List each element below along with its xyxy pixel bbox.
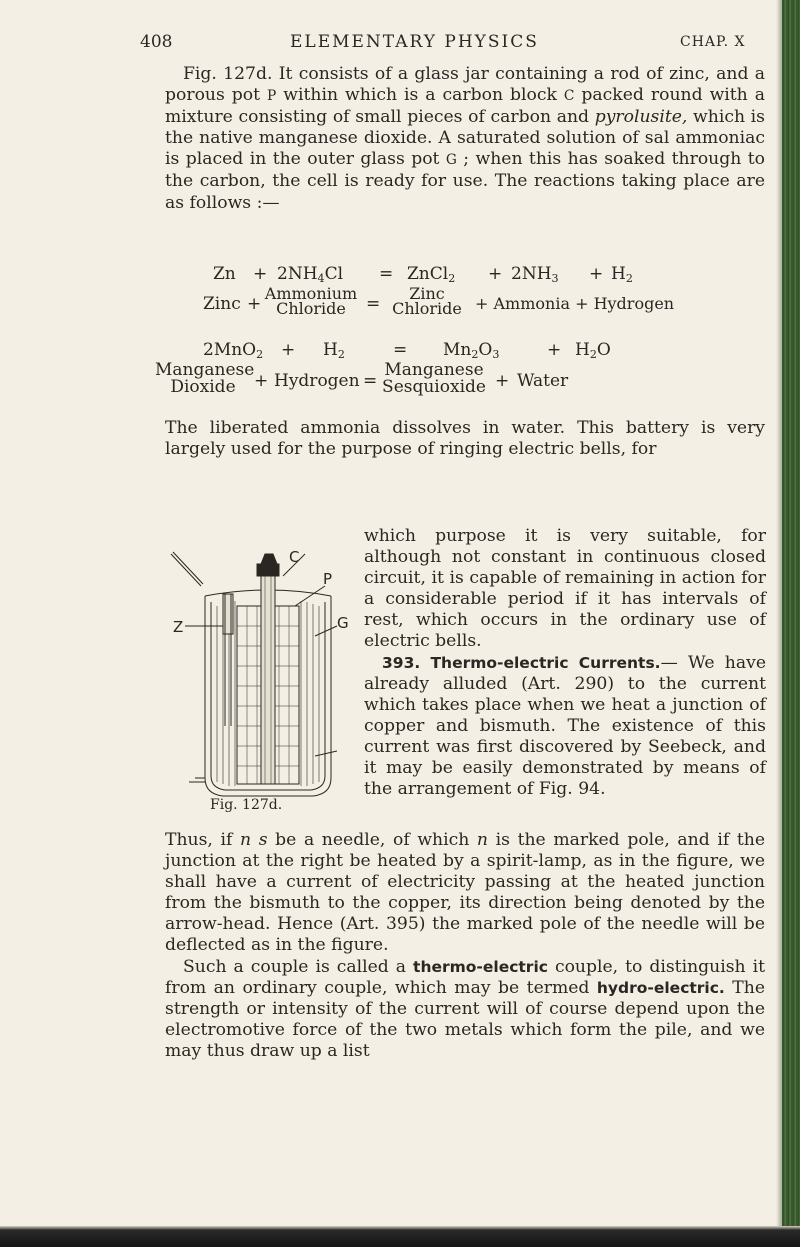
page-bottom-edge bbox=[0, 1226, 800, 1247]
right-column-text: which purpose it is very suitable, for although not constant in continuous closed circuit, it is capable of remaining in action for a considerable period if it has intervals of rest, which occurs in the ordinary use of electric bells. 393. Thermo-electric Currents.— We have already alluded (Art. 290) to the current which takes place when we heat a junction of copper and bismuth. The existence of this current was first discovered by Seebeck, and it may be easily demonstrated by means of the arrangement of Fig. 94. bbox=[364, 526, 766, 800]
book-spine-edge bbox=[782, 0, 800, 1247]
fig-ref: Fig. 127d. bbox=[183, 64, 273, 84]
running-header bbox=[140, 32, 800, 58]
para-2-lead: The liberated ammonia dissolves in water. This battery is very largely used for the purpose of ringing electric bells, for bbox=[165, 418, 765, 460]
label-g: G bbox=[337, 614, 349, 632]
pyrolusite-term: pyrolusite, bbox=[594, 107, 688, 128]
page-number: 408 bbox=[140, 32, 173, 52]
label-p: P bbox=[323, 570, 333, 588]
term-thermo-electric: thermo-electric bbox=[413, 957, 548, 976]
label-c: C bbox=[289, 548, 300, 566]
figure-127d bbox=[165, 546, 350, 816]
label-z: Z bbox=[173, 618, 184, 636]
term-hydro-electric: hydro-electric. bbox=[596, 978, 725, 997]
intro-paragraph: Fig. 127d. It consists of a glass jar containing a rod of zinc, and a porous pot P within which is a carbon block C packed round with a mixture consisting of small pieces of carbon and pyrolusite, which is the native manganese dioxide. A saturated solution of sal ammoniac is placed in the outer glass pot G ; when this has soaked through to the carbon, the cell is ready for use. The reactions taking place are as follows :— bbox=[165, 64, 765, 213]
running-title: ELEMENTARY PHYSICS bbox=[290, 32, 539, 52]
para-3: Thus, if n s be a needle, of which n is the marked pole, and if the junction at the right be heated by a spirit-lamp, as in the figure, we shall have a current of electricity passing at the heated junction from the bismuth to the copper, its direction being denoted by the arrow-head. Hence (Art. 395) the marked pole of the needle will be deflected as in the figure. Such a couple is called a thermo-electric couple, to distinguish it from an ordinary couple, which may be termed hydro-electric. The strength or intensity of the current will of course depend upon the electromotive force of the two metals which form the pile, and we may thus draw up a list bbox=[165, 830, 765, 1061]
figure-caption: Fig. 127d. bbox=[210, 797, 283, 813]
section-heading: 393. Thermo-electric Currents. bbox=[382, 653, 661, 672]
chapter-label: CHAP. X bbox=[680, 34, 746, 50]
leclanche-cell-illustration bbox=[165, 546, 350, 816]
